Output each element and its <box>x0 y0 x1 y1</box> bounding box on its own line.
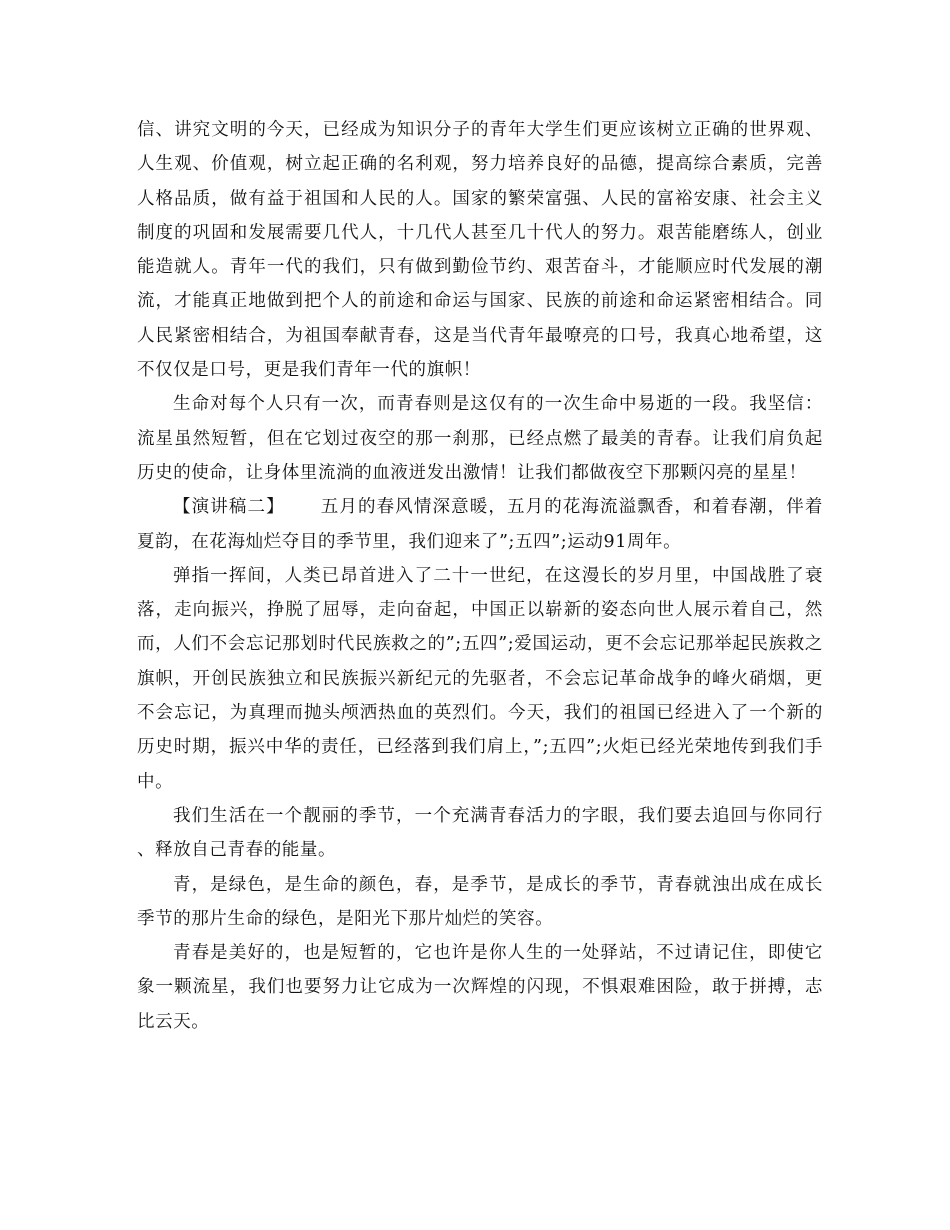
paragraph-3 <box>137 490 823 559</box>
paragraph-1: 信、讲究文明的今天，已经成为知识分子的青年大学生们更应该树立正确的世界观、人生观、价值观，树立起正确的名利观，努力培养良好的品德，提高综合素质，完善人格品质，做有益于祖国和人民的人。国家的繁荣富强、人民的富裕安康、社会主义制度的巩固和发展需要几代人，十几代人甚至几十代人的努力。艰苦能磨练人，创业能造就人。青年一代的我们，只有做到勤俭节约、艰苦奋斗，才能顺应时代发展的潮流，才能真正地做到把个人的前途和命运与国家、民族的前途和命运紧密相结合。同人民紧密相结合，为祖国奉献青春，这是当代青年最嘹亮的口号，我真心地希望，这不仅仅是口号，更是我们青年一代的旗帜！ <box>137 120 823 381</box>
paragraph-3-text: 五月的春风情深意暖，五月的花海流溢飘香，和着春潮，伴着夏韵，在花海灿烂夺目的季节里，我们迎来了”;五四”;运动91周年。 <box>137 497 823 552</box>
paragraph-6: 青，是绿色，是生命的颜色，春，是季节，是成长的季节，青春就浊出成在成长季节的那片生命的绿色，是阳光下那片灿烂的笑容。 <box>137 874 823 929</box>
document-body <box>137 113 823 1039</box>
paragraph-2: 生命对每个人只有一次，而青春则是这仅有的一次生命中易逝的一段。我坚信：流星虽然短暂，但在它划过夜空的那一刹那，已经点燃了最美的青春。让我们肩负起历史的使命，让身体里流淌的血液迸发出激情！让我们都做夜空下那颗闪亮的星星！ <box>137 394 823 483</box>
speech-two-heading: 【演讲稿二】 <box>173 497 285 518</box>
paragraph-7: 青春是美好的，也是短暂的，它也许是你人生的一处驿站，不过请记住，即使它象一颗流星，我们也要努力让它成为一次辉煌的闪现，不惧艰难困险，敢于拼搏，志比云天。 <box>137 943 823 1032</box>
paragraph-5: 我们生活在一个靓丽的季节，一个充满青春活力的字眼，我们要去追回与你同行、释放自己青春的能量。 <box>137 805 823 861</box>
paragraph-4: 弹指一挥间，人类已昂首进入了二十一世纪，在这漫长的岁月里，中国战胜了衰落，走向振兴，挣脱了屈辱，走向奋起，中国正以崭新的姿态向世人展示着自己，然而，人们不会忘记那划时代民族救之的”;五四”;爱国运动，更不会忘记那举起民族救之旗帜，开创民族独立和民族振兴新纪元的先驱者，不会忘记革命战争的峰火硝烟，更不会忘记，为真理而抛头颅洒热血的英烈们。今天，我们的祖国已经进入了一个新的历史时期，振兴中华的责任，已经落到我们肩上，”;五四”;火炬已经光荣地传到我们手中。 <box>137 565 823 792</box>
